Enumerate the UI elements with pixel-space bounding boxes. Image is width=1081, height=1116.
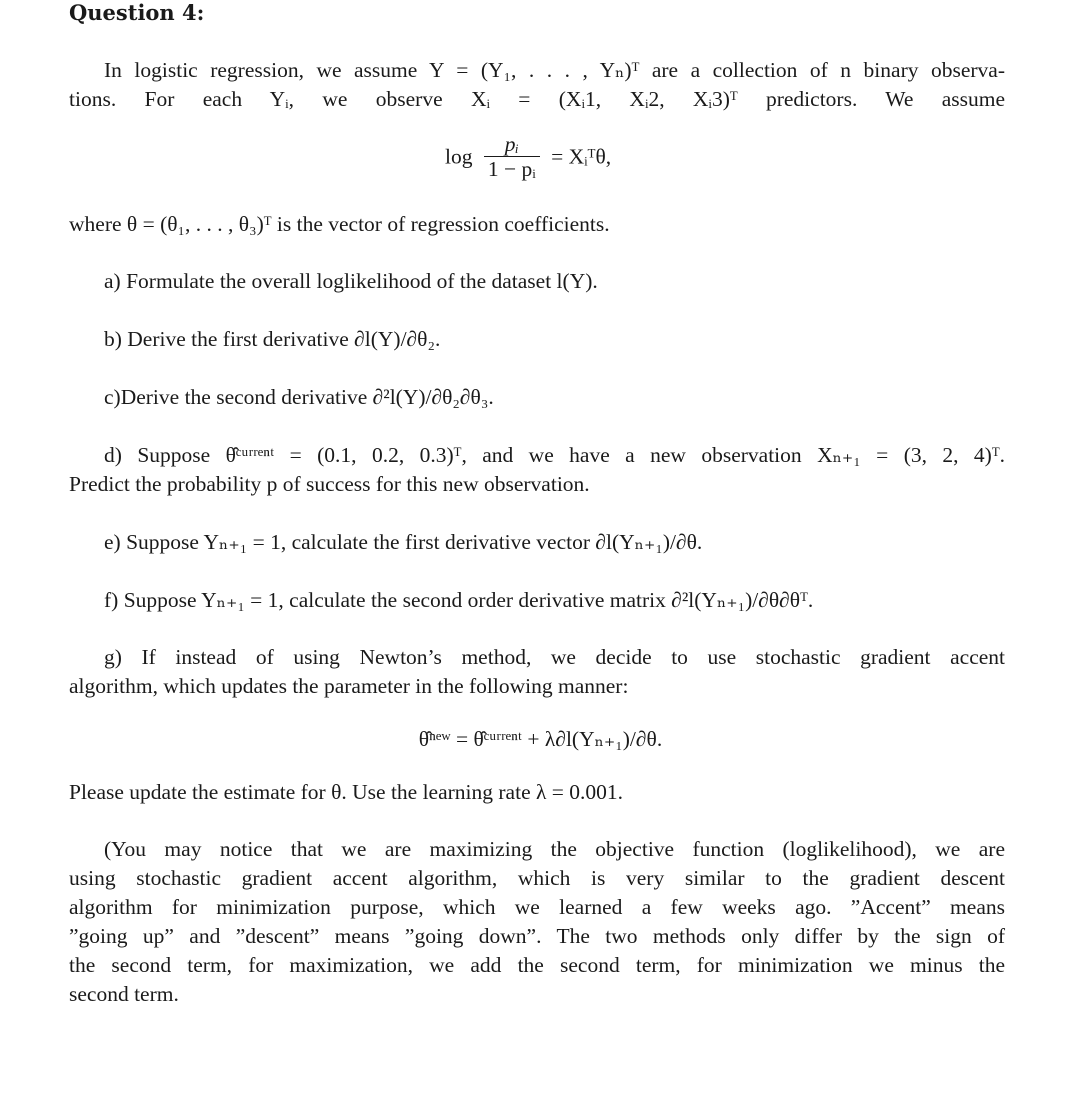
logit-fraction bbox=[484, 132, 540, 181]
part-d-line-2: Predict the probability p of success for this new observation. bbox=[69, 472, 590, 496]
logit-log: log bbox=[445, 144, 473, 169]
logit-numerator: pᵢ bbox=[484, 132, 540, 157]
update-equation: θ̂ⁿᵉʷ = θ̂ᶜᵘʳʳᵉⁿᵗ + λ∂l(Yₙ₊₁)/∂θ. bbox=[418, 727, 663, 751]
part-g-line-1: g) If instead of using Newton’s method, we decide to use stochastic gradient accent bbox=[104, 645, 1005, 669]
note-line-3: algorithm for minimization purpose, which we learned a few weeks ago. ”Accent” means bbox=[69, 895, 1005, 919]
part-a: a) Formulate the overall loglikelihood of the dataset l(Y). bbox=[104, 269, 598, 293]
logit-equation bbox=[445, 132, 611, 181]
question-heading: Question 4: bbox=[69, 0, 205, 25]
logit-denominator: 1 − pᵢ bbox=[487, 157, 536, 181]
part-b: b) Derive the first derivative ∂l(Y)/∂θ₂. bbox=[104, 327, 441, 351]
part-e: e) Suppose Yₙ₊₁ = 1, calculate the first derivative vector ∂l(Yₙ₊₁)/∂θ. bbox=[104, 530, 703, 554]
note-line-2: using stochastic gradient accent algorithm, which is very similar to the gradient descent bbox=[69, 866, 1005, 890]
note-line-4: ”going up” and ”descent” means ”going down”. The two methods only differ by the sign of bbox=[69, 924, 1005, 948]
part-c: c)Derive the second derivative ∂²l(Y)/∂θ₂∂θ₃. bbox=[104, 385, 494, 409]
note-line-6: second term. bbox=[69, 982, 179, 1006]
part-d-line-1: d) Suppose θ̂ᶜᵘʳʳᵉⁿᵗ = (0.1, 0.2, 0.3)ᵀ, and we have a new observation Xₙ₊₁ = (3, 2, 4)ᵀ. bbox=[104, 443, 1005, 467]
intro-line-1: In logistic regression, we assume Y = (Y₁, . . . , Yₙ)ᵀ are a collection of n binary observa- bbox=[104, 58, 1005, 82]
part-g-line-2: algorithm, which updates the parameter in the following manner: bbox=[69, 674, 629, 698]
intro-line-2: tions. For each Yᵢ, we observe Xᵢ = (Xᵢ1, Xᵢ2, Xᵢ3)ᵀ predictors. We assume bbox=[69, 87, 1005, 111]
part-f: f) Suppose Yₙ₊₁ = 1, calculate the second order derivative matrix ∂²l(Yₙ₊₁)/∂θ∂θᵀ. bbox=[104, 588, 814, 612]
note-line-1: (You may notice that we are maximizing the objective function (loglikelihood), we are bbox=[104, 837, 1005, 861]
logit-rhs: = Xᵢᵀθ, bbox=[551, 144, 612, 169]
note-line-5: the second term, for maximization, we add the second term, for minimization we minus the bbox=[69, 953, 1005, 977]
learning-rate-line: Please update the estimate for θ. Use the learning rate λ = 0.001. bbox=[69, 780, 624, 804]
where-line: where θ = (θ₁, . . . , θ₃)ᵀ is the vector of regression coefficients. bbox=[69, 212, 610, 236]
